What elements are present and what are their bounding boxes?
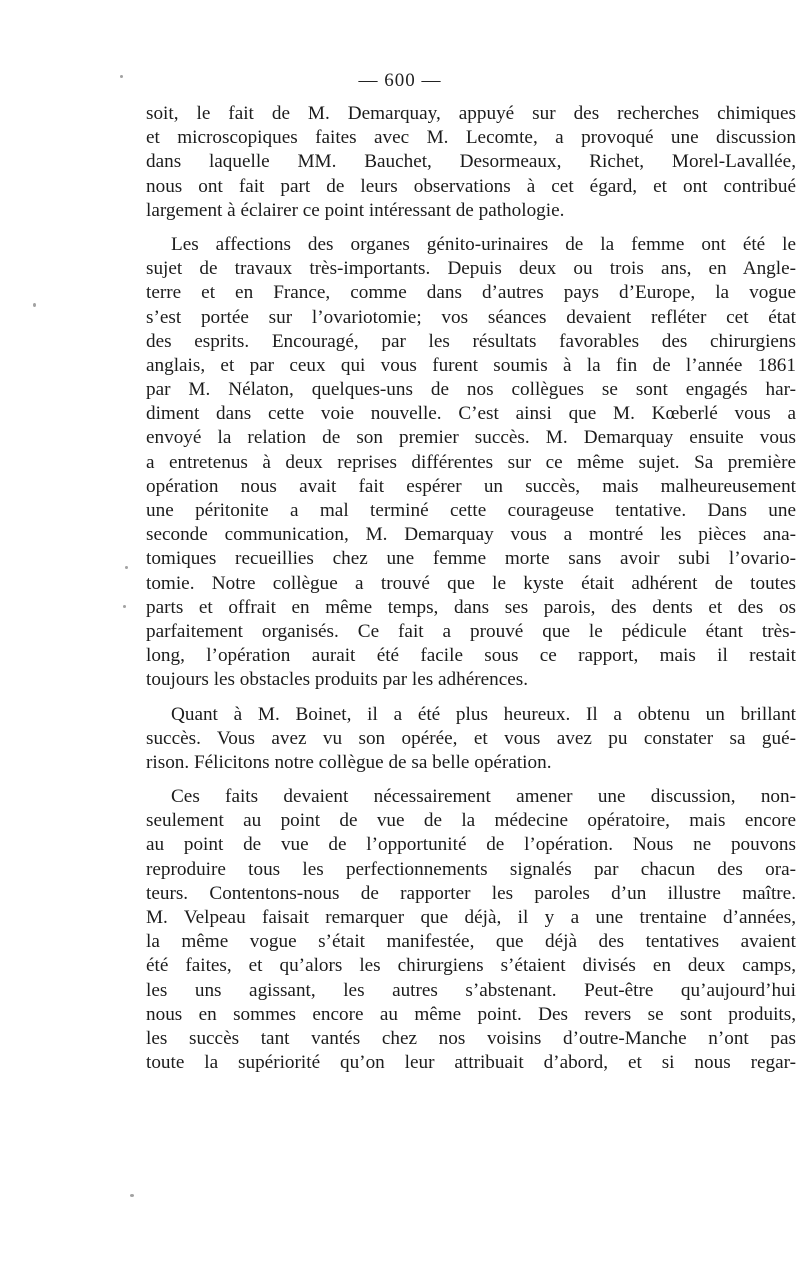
text-line: teurs. Contentons-nous de rapporter les paroles d’un illustre maître. (146, 882, 796, 904)
paragraph-3 (146, 703, 796, 776)
text-line: parts et offrait en même temps, dans ses parois, des dents et des os (146, 596, 796, 618)
text-line: au point de vue de l’opportunité de l’opération. Nous ne pouvons (146, 834, 796, 856)
text-line: tomie. Notre collègue a trouvé que le kyste était adhérent de toutes (146, 572, 796, 594)
text-line: toujours les obstacles produits par les adhérences. (146, 669, 529, 691)
body-text (146, 102, 796, 1085)
text-line: largement à éclairer ce point intéressant de pathologie. (146, 199, 565, 221)
text-line: reproduire tous les perfectionnements signalés par chacun des ora- (146, 858, 796, 880)
scan-speck (125, 566, 128, 569)
text-line: terre et en France, comme dans d’autres pays d’Europe, la vogue (146, 282, 796, 304)
text-line: tomiques recueillies chez une femme morte sans avoir subi l’ovario- (146, 548, 796, 570)
text-line: dans laquelle MM. Bauchet, Desormeaux, Richet, Morel-Lavallée, (146, 151, 796, 173)
scan-speck (123, 605, 126, 608)
text-line: sujet de travaux très-importants. Depuis deux ou trois ans, en Angle- (146, 258, 796, 280)
text-line: long, l’opération aurait été facile sous ce rapport, mais il restait (146, 645, 796, 667)
scan-speck (33, 303, 36, 307)
text-line: par M. Nélaton, quelques-uns de nos collègues se sont engagés har- (146, 379, 796, 401)
text-line: s’est portée sur l’ovariotomie; vos séances devaient refléter cet état (146, 306, 796, 328)
text-line: M. Velpeau faisait remarquer que déjà, il y a une trentaine d’années, (146, 907, 796, 928)
text-line: toute la supériorité qu’on leur attribuait d’abord, et si nous regar- (146, 1052, 796, 1074)
text-line: parfaitement organisés. Ce fait a prouvé que le pédicule étant très- (146, 620, 796, 642)
text-line: succès. Vous avez vu son opérée, et vous avez pu constater sa gué- (146, 727, 796, 749)
text-line: opération nous avait fait espérer un succès, mais malheureusement (146, 475, 796, 497)
text-line: nous ont fait part de leurs observations à cet égard, et ont contribué (146, 175, 796, 197)
text-line: et microscopiques faites avec M. Lecomte, a provoqué une discussion (146, 127, 796, 149)
text-line: diment dans cette voie nouvelle. C’est ainsi que M. Kœberlé vous a (146, 403, 796, 425)
text-line: les succès tant vantés chez nos voisins d’outre-Manche n’ont pas (146, 1027, 796, 1049)
text-line: Quant à M. Boinet, il a été plus heureux. Il a obtenu un brillant (171, 703, 796, 725)
text-line: seulement au point de vue de la médecine opératoire, mais encore (146, 810, 796, 832)
text-line: les uns agissant, les autres s’abstenant. Peut-être qu’aujourd’hui (146, 979, 796, 1001)
page-number: — 600 — (358, 70, 442, 91)
text-line: une péritonite a mal terminé cette courageuse tentative. Dans une (146, 500, 796, 521)
paragraph-4 (146, 785, 796, 1075)
text-line: été faites, et qu’alors les chirurgiens s’étaient divisés en deux camps, (146, 955, 796, 977)
text-line: nous en sommes encore au même point. Des revers se sont produits, (146, 1003, 796, 1025)
text-line: seconde communication, M. Demarquay vous a montré les pièces ana- (146, 524, 796, 546)
text-line: la même vogue s’était manifestée, que déjà des tentatives avaient (146, 931, 796, 953)
text-line: Ces faits devaient nécessairement amener une discussion, non- (171, 786, 796, 808)
text-line: des esprits. Encouragé, par les résultats favorables des chirurgiens (146, 330, 796, 352)
paragraph-1 (146, 102, 796, 223)
text-line: a entretenus à deux reprises différentes sur ce même sujet. Sa première (146, 451, 796, 473)
text-line: Les affections des organes génito-urinaires de la femme ont été le (171, 233, 796, 255)
paragraph-2 (146, 233, 796, 693)
text-line: anglais, et par ceux qui vous furent soumis à la fin de l’année 1861 (146, 354, 796, 376)
text-line: soit, le fait de M. Demarquay, appuyé sur des recherches chimiques (146, 103, 796, 124)
text-line: rison. Félicitons notre collègue de sa belle opération. (146, 751, 552, 773)
scan-speck (130, 1194, 134, 1197)
scan-speck (120, 75, 123, 78)
text-line: envoyé la relation de son premier succès. M. Demarquay ensuite vous (146, 427, 796, 449)
